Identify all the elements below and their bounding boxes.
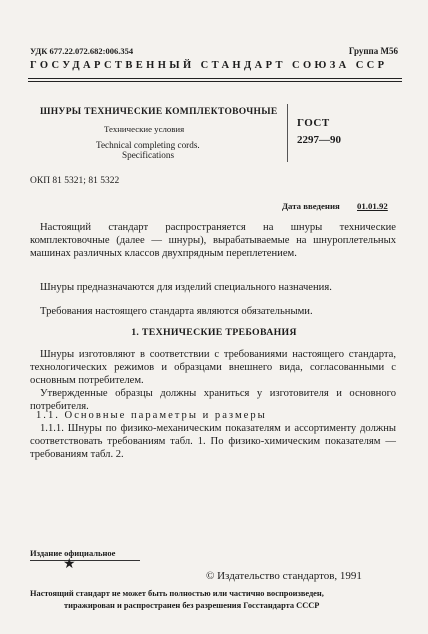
subsection-heading: 1.1. Основные параметры и размеры bbox=[36, 410, 267, 421]
edition-rule bbox=[30, 560, 140, 561]
section-heading: 1. ТЕХНИЧЕСКИЕ ТРЕБОВАНИЯ bbox=[131, 327, 297, 338]
effective-date-label: Дата введения bbox=[282, 201, 340, 211]
scope-paragraph: Настоящий стандарт распространяется на шнуры технические комплектовочные (далее — шнуры), вырабатываемые на шнуроплетельных машинах различных классов двухпрядным переплетением. bbox=[30, 222, 396, 260]
samples-paragraph: Утвержденные образцы должны храниться у изготовителя и основного потребителя. bbox=[30, 388, 396, 413]
edition-label: Издание официальное bbox=[30, 548, 116, 558]
star-icon: ★ bbox=[63, 557, 76, 572]
mandatory-paragraph: Требования настоящего стандарта являются обязательными. bbox=[40, 306, 313, 317]
copyright: © Издательство стандартов, 1991 bbox=[206, 570, 362, 582]
effective-date-value: 01.01.92 bbox=[357, 201, 388, 211]
document-subtitle: Технические условия bbox=[104, 124, 185, 134]
purpose-paragraph: Шнуры предназначаются для изделий специального назначения. bbox=[40, 282, 332, 293]
header-rule-thick bbox=[28, 78, 402, 79]
header-rule-thin bbox=[28, 81, 402, 82]
group-code: Группа М56 bbox=[348, 46, 398, 56]
english-subtitle: Specifications bbox=[122, 150, 175, 160]
gost-number: 2297—90 bbox=[297, 134, 341, 146]
state-standard-heading: ГОСУДАРСТВЕННЫЙ СТАНДАРТ СОЮЗА ССР bbox=[30, 60, 388, 71]
document-title: ШНУРЫ ТЕХНИЧЕСКИЕ КОМПЛЕКТОВОЧНЫЕ bbox=[40, 107, 278, 117]
udk-code: УДК 677.22.072.682:006.354 bbox=[30, 46, 134, 56]
parameters-paragraph: 1.1.1. Шнуры по физико-механическим показателям и ассортименту должны соответствовать требованиям табл. 1. По физико-химическим показателям — требованиям табл. 2. bbox=[30, 423, 396, 461]
title-divider bbox=[287, 104, 288, 162]
okp-codes: ОКП 81 5321; 81 5322 bbox=[30, 176, 120, 186]
english-title: Technical completing cords. bbox=[96, 140, 200, 150]
gost-label: ГОСТ bbox=[297, 117, 330, 129]
reproduction-notice-line2: тиражирован и распространен без разрешения Госстандарта СССР bbox=[64, 601, 320, 610]
reproduction-notice-line1: Настоящий стандарт не может быть полностью или частично воспроизведен, bbox=[30, 589, 324, 598]
manufacturing-paragraph: Шнуры изготовляют в соответствии с требованиями настоящего стандарта, технологических режимов и образцами внешнего вида, согласованными с основным потребителем. bbox=[30, 349, 396, 387]
